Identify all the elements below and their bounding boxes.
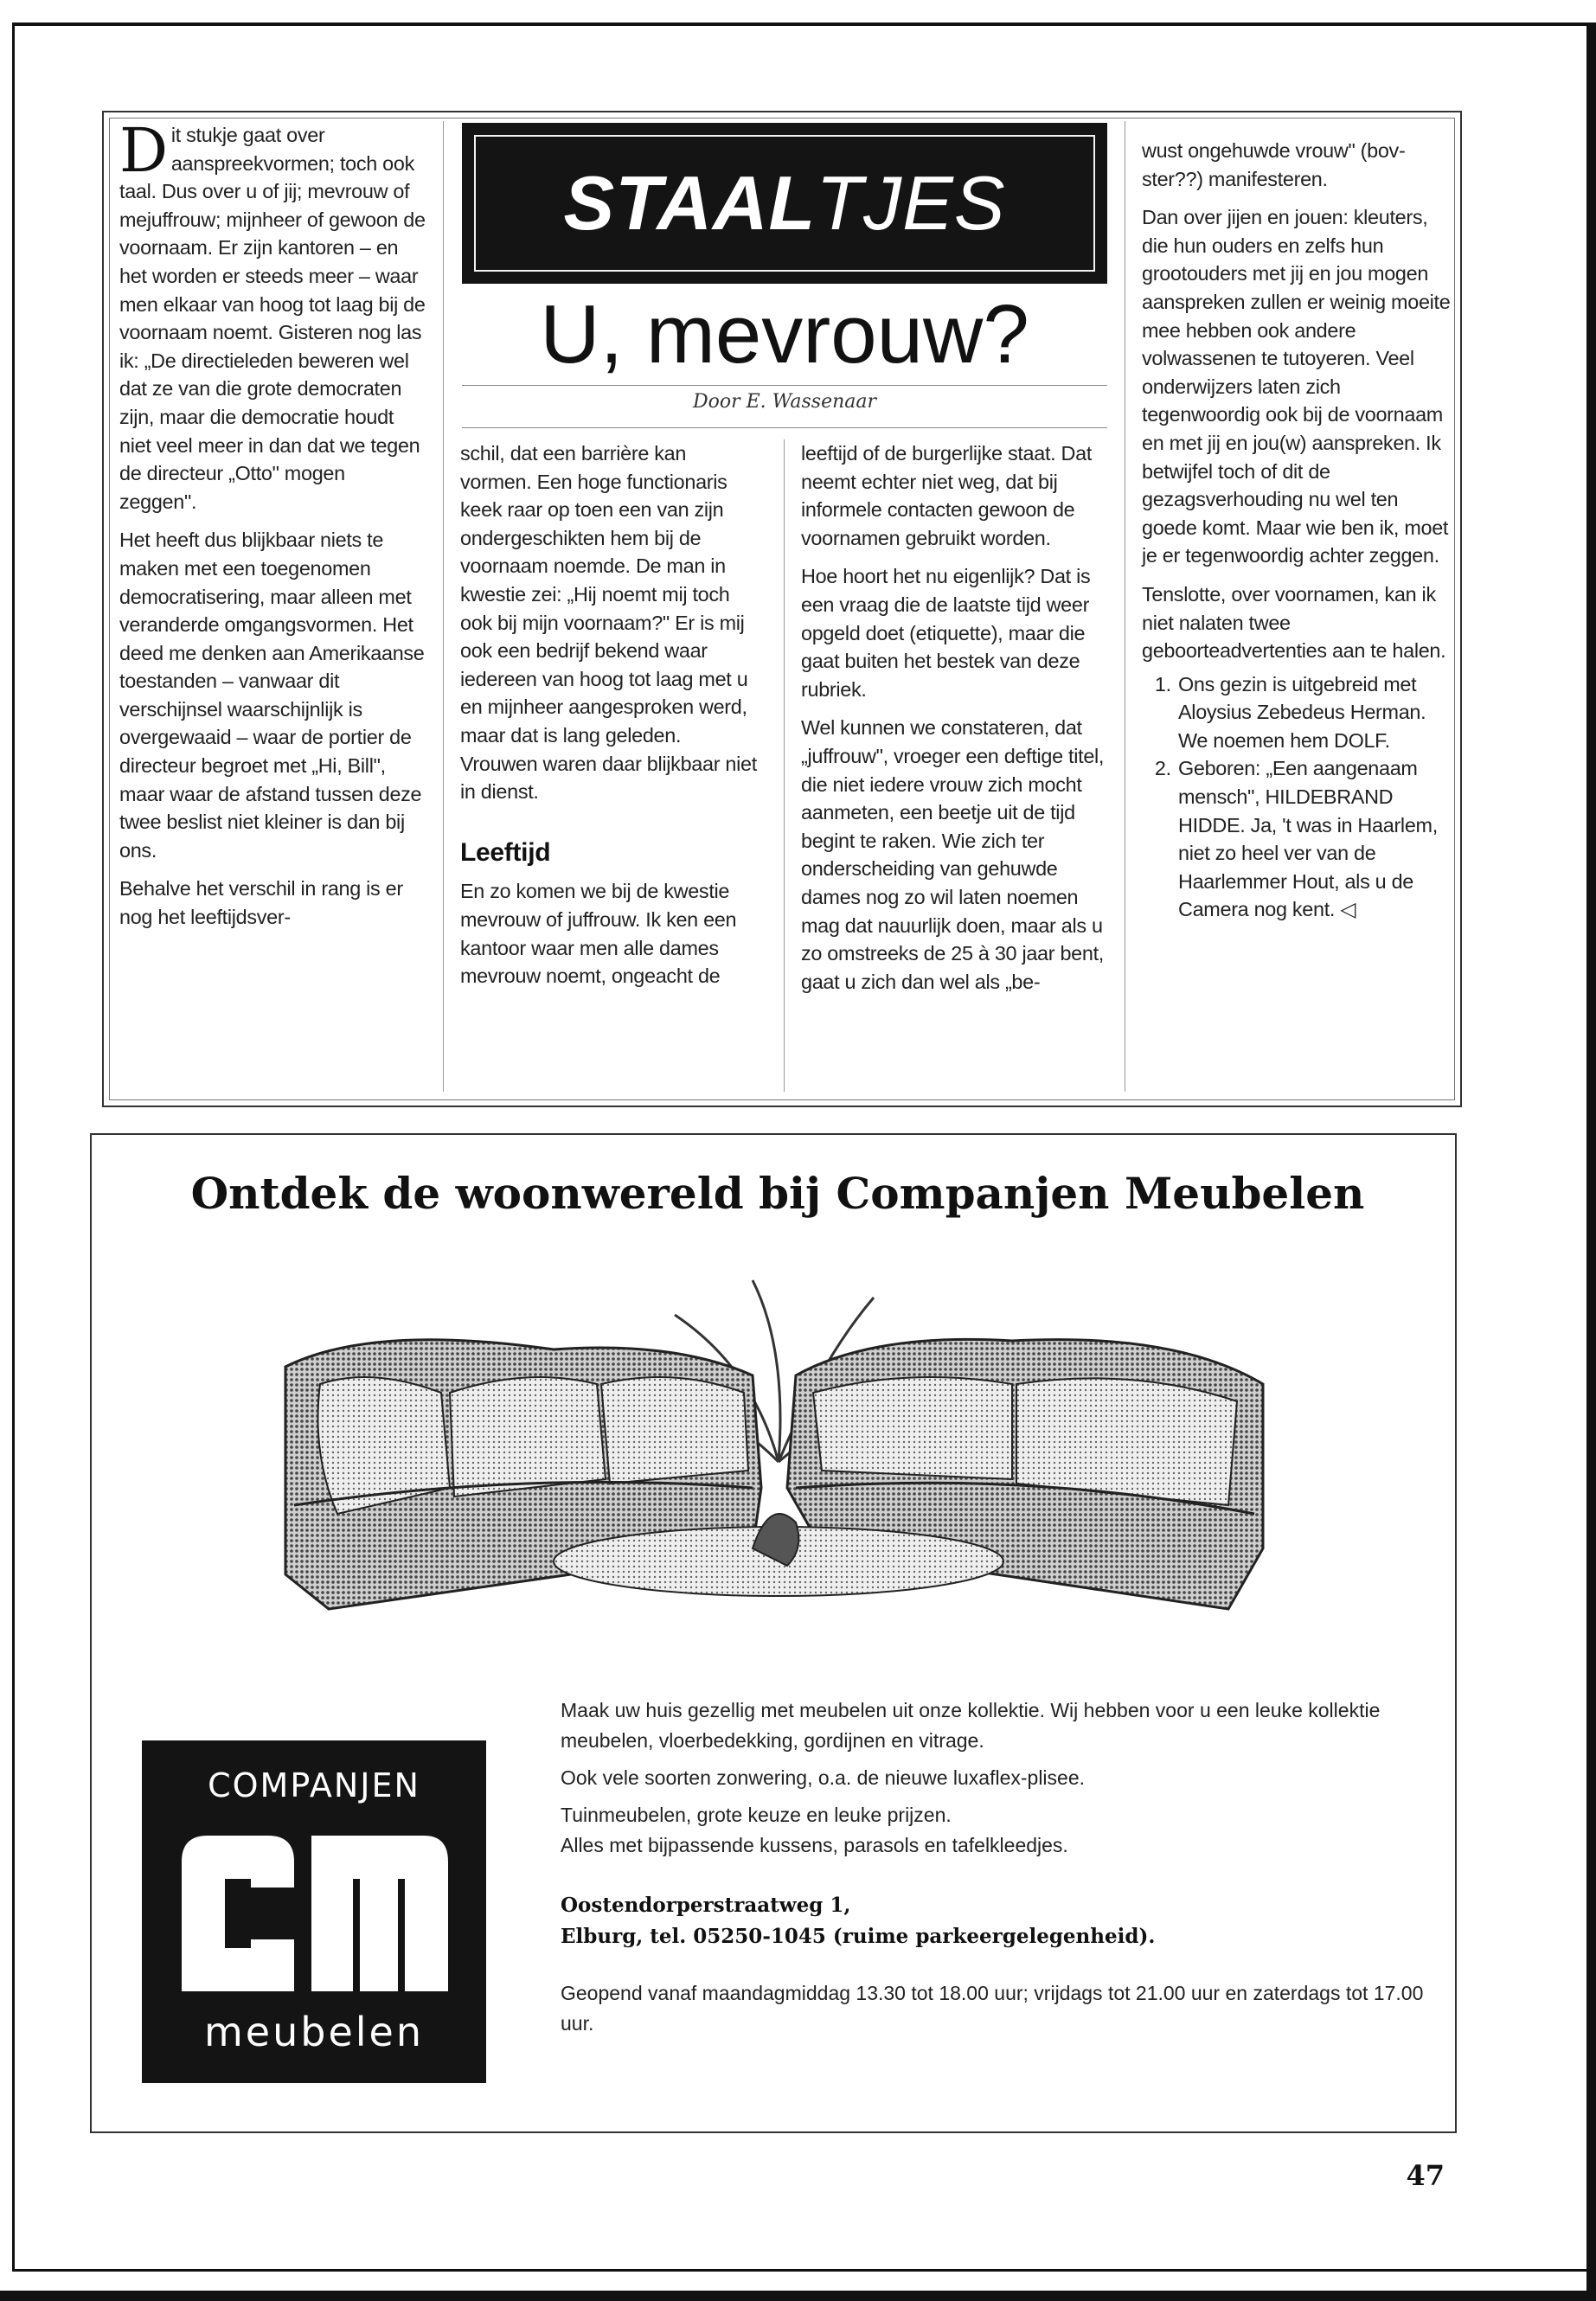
ad-paragraph: Alles met bijpassende kussens, parasols en tafelkleedjes. (561, 1834, 1068, 1856)
birth-announcements-list (1142, 670, 1453, 924)
paragraph-text: it stukje gaat over aanspreekvormen; toch ook taal. Dus over u of jij; mevrouw of mejuffrouw; mijnheer of gewoon de voornaam. Er zijn kantoren – en het worden er steeds meer – waar men elkaar van hoog tot laag bij de voornaam noemt. Gisteren nog las ik: „De directieleden beweren wel dat ze van die grote democraten zijn, maar die democratie houdt niet veel meer in dan dat we tegen de directeur „Otto" mogen zeggen". (119, 124, 426, 513)
headline-rule (462, 385, 1107, 386)
page-number: 47 (1406, 2159, 1445, 2192)
address-line: Elburg, tel. 05250-1045 (ruime parkeergelegenheid). (561, 1925, 1156, 1948)
opening-hours: Geopend vanaf maandagmiddag 13.30 tot 18.00 uur; vrijdags tot 21.00 uur en zaterdags tot 17.00 uur. (561, 1982, 1424, 2035)
paragraph: Hoe hoort het nu eigenlijk? Dat is een vraag die de laatste tijd weer opgeld doet (etiquette), maar die gaat buiten het bestek van deze rubriek. (801, 565, 1091, 701)
paragraph: Dan over jijen en jouen: kleuters, die hun ouders en zelfs hun grootouders met jij en jou mogen aanspreken zullen er weinig moeite mee hebben ook andere volwassenen te tutoyeren. Veel onderwijzers laten zich tegenwoordig ook bij de voornaam en met jij en jou(w) aanspreken. Ik betwijfel toch of dit de gezagsverhouding nu wel ten goede komt. Maar wie ben ik, moet je er tegenwoordig achter zeggen. (1142, 206, 1451, 567)
ad-paragraph: Maak uw huis gezellig met meubelen uit onze kollektie. Wij hebben voor u een leuke kollektie meubelen, vloerbedekking, gordijnen en vitrage. (561, 1699, 1381, 1752)
paragraph: leeftijd of de burgerlijke staat. Dat neemt echter niet weg, dat bij informele contacten gewoon de voornamen gebruikt worden. (801, 442, 1093, 549)
masthead-title-bold: STAAL (563, 160, 817, 246)
list-item: 2. Geboren: „Een aangenaam mensch", HILDEBRAND HIDDE. Ja, 't was in Haarlem, niet zo heel ver van de Haarlemmer Hout, als u de Camera nog kent. ◁ (1176, 754, 1453, 924)
paragraph: wust ongehuwde vrouw" (bov-ster??) manifesteren. (1142, 139, 1406, 190)
advertisement-body (561, 1695, 1426, 2046)
masthead-inner-border (474, 135, 1095, 272)
cm-monogram-icon (173, 1827, 455, 1997)
store-address (561, 1890, 1426, 1952)
paragraph: Het heeft dus blijkbaar niets te maken met een toegenomen democratisering, maar alleen met veranderde omgangsvormen. Het deed me denken aan Amerikaanse toestanden – vanwaar dit verschijnsel waarschijnlijk is overgewaaid – waar de portier de directeur begroet met „Hi, Bill", maar waar de afstand tussen deze twee beslist niet kleiner is dan bij ons. (119, 529, 425, 862)
list-item: 1. Ons gezin is uitgebreid met Aloysius Zebedeus Herman. We noemen hem DOLF. (1176, 670, 1453, 755)
paragraph: Wel kunnen we constateren, dat „juffrouw", vroeger een deftige titel, die niet iedere vrouw zich mocht aanmeten, een beetje uit de tijd begint te raken. Wie zich ter onderscheiding van gehuwde dames nog zo wil laten noemen mag dat nauurlijk doen, maar als u zo omstreeks de 25 à 30 jaar bent, gaat u zich dan wel als „be- (801, 716, 1105, 993)
byline-rule (462, 427, 1107, 428)
subheading-leeftijd: Leeftijd (460, 837, 551, 867)
paragraph: Behalve het verschil in rang is er nog het leeftijdsver- (119, 877, 403, 929)
paragraph: Tenslotte, over voornamen, kan ik niet nalaten twee geboorteadvertenties aan te halen. (1142, 582, 1446, 663)
paragraph: schil, dat een barrière kan vormen. Een hoge functionaris keek raar op toen een van zijn ondergeschikten hem bij de voornaam noemde. De man in kwestie zei: „Hij noemt mij toch ook bij mijn voornaam?" Er is mij ook een bedrijf bekend waar iedereen van hoog tot laag met u en mijnheer aangesproken werd, maar dat is lang geleden. Vrouwen waren daar blijkbaar niet in dienst. (460, 442, 757, 804)
paragraph: En zo komen we bij de kwestie mevrouw of juffrouw. Ik ken een kantoor waar men alle dames mevrouw noemt, ongeacht de (460, 880, 737, 988)
masthead-title (564, 159, 1006, 247)
page-right-edge (1586, 22, 1596, 2301)
logo-wordmark-bottom: meubelen (204, 2009, 424, 2055)
article-column-3 (801, 439, 1106, 996)
ad-paragraph: Ook vele soorten zonwering, o.a. de nieuwe luxaflex-plisee. (561, 1766, 1086, 1789)
ad-paragraph: Tuinmeubelen, grote keuze en leuke prijzen. (561, 1804, 952, 1826)
masthead-title-light: TJES (816, 160, 1006, 246)
logo-wordmark-top: COMPANJEN (208, 1766, 420, 1804)
page-bottom-edge (0, 2291, 1596, 2301)
article-byline: Door E. Wassenaar (692, 391, 877, 413)
article-column-1 (119, 115, 427, 932)
column-rule-1 (443, 121, 444, 1092)
advertisement-title: Ontdek de woonwereld bij Companjen Meubelen (190, 1168, 1365, 1219)
article-column-4 (1142, 137, 1453, 924)
address-line: Oostendorperstraatweg 1, (561, 1894, 851, 1917)
sofa-illustration (268, 1263, 1289, 1644)
article-column-2 (460, 439, 760, 990)
column-rule-2 (784, 439, 785, 1092)
drop-cap: D (119, 115, 168, 186)
paragraph (119, 115, 427, 516)
article-headline: U, mevrouw? (540, 288, 1029, 381)
